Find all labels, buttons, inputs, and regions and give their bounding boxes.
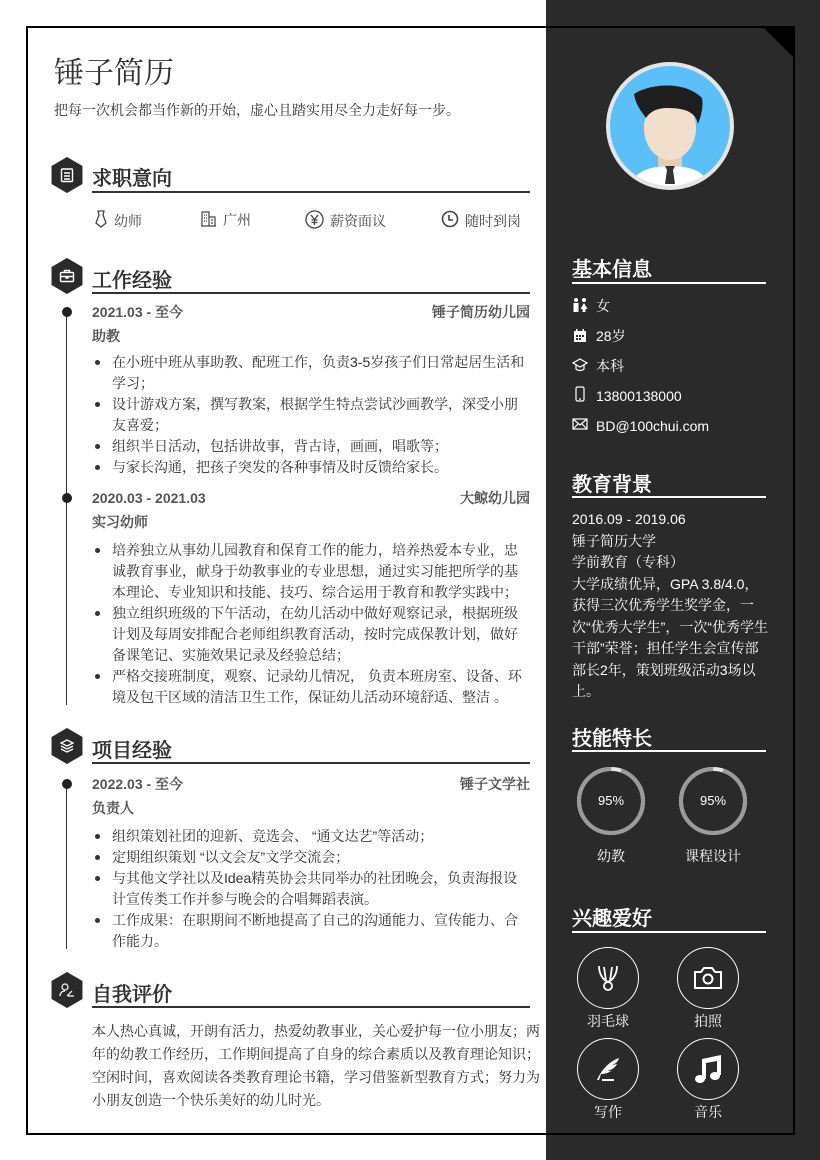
hobby-item [677,1038,739,1122]
entry-org: 锤子简历幼儿园 [432,304,530,320]
intent-salary [305,210,386,232]
info-value: 28岁 [596,328,626,344]
skill-label: 幼教 [597,848,625,864]
list-item: 工作成果：在职期间不断地提高了自己的沟通能力、宣传能力、合作能力。 [92,910,530,952]
entry-org: 大鲸幼儿园 [460,490,530,506]
timeline-line [66,784,67,949]
yen-icon [305,210,324,232]
layers-icon [49,728,85,764]
info-gender [572,296,610,316]
info-phone [572,386,682,405]
entry-date: 2020.03 - 2021.03 [92,490,206,506]
hobby-label: 羽毛球 [587,1013,629,1029]
entry-role: 负责人 [92,800,134,816]
entry-date: 2021.03 - 至今 [92,304,184,320]
hobby-label: 拍照 [694,1013,722,1029]
list-item: 设计游戏方案，撰写教案，根据学生特点尝试沙画教学，深受小朋友喜爱； [92,394,530,436]
skill-percent: 95% [699,793,727,808]
skill-progress-ring [678,766,748,836]
intent-position [94,210,142,231]
skill-item [576,766,646,866]
entry-role: 助教 [92,328,120,344]
phone-icon [572,386,588,405]
skill-label: 课程设计 [685,848,741,864]
feather-icon [577,1038,639,1100]
section-title-intent: 求职意向 [92,168,172,190]
list-item: 与其他文学社以及Idea精英协会共同举办的社团晚会，负责海报设计宣传类工作并参与晚会的合唱舞蹈表演。 [92,868,530,910]
entry-date: 2022.03 - 至今 [92,776,184,792]
person-sign-icon [49,972,85,1008]
info-age [572,326,626,346]
graduation-cap-icon [572,357,588,376]
hobby-item [577,1038,639,1122]
info-value: 13800138000 [596,387,682,404]
intent-label: 薪资面议 [330,213,386,229]
section-divider [572,496,766,498]
info-value: 女 [596,298,610,314]
list-item: 组织半日活动，包括讲故事，背古诗，画画，唱歌等； [92,436,530,457]
list-item: 严格交接班制度，观察、记录幼儿情况， 负责本班房室、设备、环境及包干区域的清洁卫生工作，保证幼儿活动环境舒适、整洁 。 [92,666,530,708]
project-entry [92,772,530,952]
mail-icon [572,416,588,435]
list-item: 与家长沟通，把孩子突发的各种事情及时反馈给家长。 [92,457,530,478]
tie-icon [94,210,108,231]
building-icon [200,210,217,230]
section-title-basic: 基本信息 [572,259,652,281]
section-divider [92,762,530,764]
section-divider [572,931,766,933]
info-email [572,416,709,435]
skill-item [678,766,748,866]
list-item: 组织策划社团的迎新、竞选会、 “通文达艺”等活动； [92,826,530,847]
section-divider [92,191,530,193]
section-title-project: 项目经验 [92,740,172,762]
corner-decoration [762,26,794,58]
edu-major: 学前教育（专科） [572,554,684,570]
timeline-dot [62,307,72,317]
entry-role: 实习幼师 [92,514,148,530]
clock-icon [441,210,459,231]
section-divider [572,282,766,284]
edu-date: 2016.09 - 2019.06 [572,511,686,527]
section-title-work: 工作经验 [92,270,172,292]
calendar-icon [572,327,588,346]
entry-org: 锤子文学社 [460,776,530,792]
hobby-label: 音乐 [694,1104,722,1120]
section-title-hobbies: 兴趣爱好 [572,908,652,930]
hobby-item [577,947,639,1031]
resume-motto: 把每一次机会都当作新的开始，虚心且踏实用尽全力走好每一步。 [54,102,460,118]
edu-description: 大学成绩优异，GPA 3.8/4.0，获得三次优秀学生奖学金，一次“优秀大学生”，一次“优秀学生干部”荣誉；担任学生会宣传部部长2年，策划班级活动3场以上。 [572,575,768,699]
avatar [606,62,734,190]
intent-availability [441,210,521,231]
clipboard-icon [49,157,85,193]
hobby-item [677,947,739,1031]
work-entry [92,300,530,478]
list-item: 在小班中班从事助教、配班工作，负责3-5岁孩子们日常起居生活和学习； [92,352,530,394]
badminton-icon [577,947,639,1009]
briefcase-icon [49,258,85,294]
timeline-dot [62,493,72,503]
timeline-line [66,312,67,705]
list-item: 培养独立从事幼儿园教育和保育工作的能力，培养热爱本专业，忠诚教育事业，献身于幼教事业的专业思想，通过实习能把所学的基本理论、专业知识和技能、技巧、综合运用于教育和教学实践中； [92,540,530,603]
info-degree [572,356,624,376]
self-evaluation-text: 本人热心真诚，开朗有活力，热爱幼教事业，关心爱护每一位小朋友；两年的幼教工作经历，工作期间提高了自身的综合素质以及教育理论知识；空闲时间，喜欢阅读各类教育理论书籍，学习借鉴新型教育方式；努力为小朋友创造一个快乐美好的幼儿时光。 [92,1023,540,1108]
section-title-education: 教育背景 [572,474,652,496]
info-value: 本科 [596,358,624,374]
intent-label: 幼师 [114,212,142,229]
list-item: 定期组织策划 “以文会友”文学交流会； [92,847,530,868]
list-item: 独立组织班级的下午活动，在幼儿活动中做好观察记录，根据班级计划及每周安排配合老师组织教育活动，按时完成保教计划，做好备课笔记、实施效果记录及经验总结； [92,603,530,666]
section-title-self: 自我评价 [92,984,172,1006]
section-divider [572,750,766,752]
section-divider [92,1006,530,1008]
skill-percent: 95% [597,793,625,808]
work-entry [92,486,530,708]
hobby-label: 写作 [594,1104,622,1120]
edu-school: 锤子简历大学 [572,532,656,549]
gender-icon [572,297,588,316]
timeline-dot [62,779,72,789]
section-divider [92,292,530,294]
music-icon [677,1038,739,1100]
education-block [572,509,768,703]
resume-name: 锤子简历 [54,57,174,90]
section-title-skills: 技能特长 [572,728,652,750]
intent-label: 随时到岗 [465,212,521,229]
camera-icon [677,947,739,1009]
intent-label: 广州 [223,212,251,228]
skill-progress-ring [576,766,646,836]
info-value: BD@100chui.com [596,417,710,434]
intent-city [200,210,251,230]
